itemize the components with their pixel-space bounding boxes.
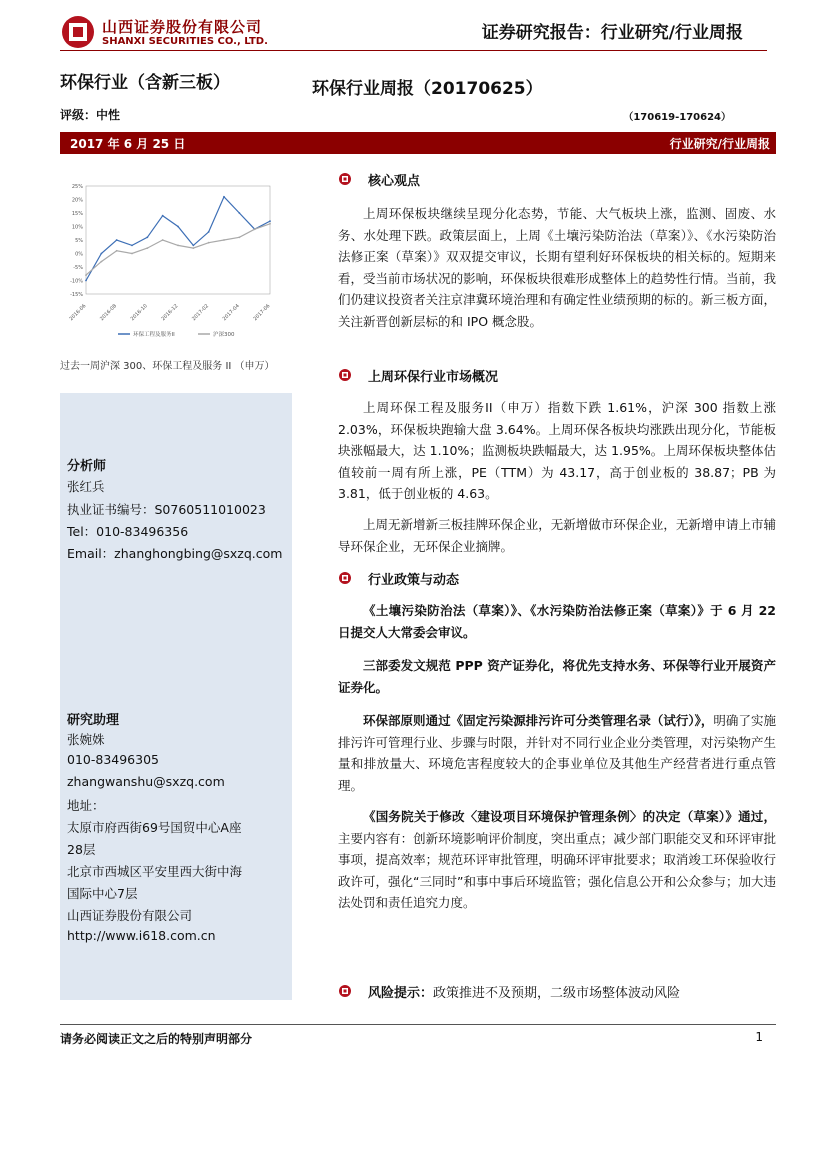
company-website[interactable]: http://www.i618.com.cn [67,928,216,943]
report-category: 行业研究/行业周报 [669,137,770,151]
y-tick-label: 25% [71,184,83,190]
company-name-en: SHANXI SECURITIES CO., LTD. [102,36,268,47]
data-point [192,245,194,247]
y-tick-label: 20% [71,197,83,204]
date-bar [60,132,776,154]
data-point [85,274,87,276]
series-line [86,197,270,281]
page-number: 1 [755,1030,763,1044]
x-tick-label: 2017-04 [221,303,241,323]
data-point [146,236,148,238]
policy-item-4-body: 主要内容有：创新环境影响评价制度，突出重点；减少部门职能交叉和环评审批事项，提高效率；规范环评审批管理，明确环评审批要求；取消竣工环保验收行政许可，强化“三同时”和事中事后环境监管；强化信息公开和公众参与；加大违法处罚和责任追究力度。 [338,830,776,910]
address-taiyuan-floor: 28层 [67,842,96,857]
address-taiyuan: 太原市府西街69号国贸中心A座 [67,820,242,835]
section-bullet-icon [338,368,352,382]
data-point [238,236,240,238]
company-name-cn: 山西证券股份有限公司 [102,18,263,36]
address-beijing-floor: 国际中心7层 [67,886,138,901]
policy-item-4 [338,806,776,914]
company-logo [60,14,280,54]
data-point [177,226,179,228]
assistant-email[interactable]: zhangwanshu@sxzq.com [67,774,225,789]
market-overview-title: 上周环保行业市场概况 [368,370,499,385]
analyst-email[interactable]: Email：zhanghongbing@sxzq.com [67,546,283,561]
address-label: 地址： [67,798,105,813]
report-period: （170619-170624） [623,112,731,123]
data-point [146,247,148,249]
policy-item-3-body: 明确了实施排污许可管理行业、步骤与时限，并针对不同行业企业分类管理，对污染物产生量和排放量大、环境危害程度较大的企事业单位及其他生产经营者进行重点管理。 [338,713,776,793]
assistant-heading: 研究助理 [67,713,120,728]
legend-label: 环保工程及服务II [133,332,175,338]
risk-label: 风险提示： [368,986,434,1001]
policy-item-3 [338,710,776,796]
data-point [269,223,271,225]
y-tick-label: 5% [75,238,83,244]
data-point [131,245,133,247]
data-point [85,280,87,282]
legend-label: 沪深300 [213,332,235,338]
data-point [162,215,164,217]
core-view-title: 核心观点 [368,174,421,189]
x-tick-label: 2017-02 [191,303,211,323]
data-point [223,239,225,241]
assistant-tel: 010-83496305 [67,752,159,767]
footer-disclaimer: 请务必阅读正文之后的特别声明部分 [60,1032,253,1046]
industry-title: 环保行业（含新三板） [60,73,230,93]
data-point [208,231,210,233]
rating: 评级：中性 [60,108,121,122]
y-tick-label: -5% [73,265,83,271]
x-tick-label: 2016-12 [160,303,180,323]
chart-caption: 过去一周沪深 300、环保工程及服务 II （申万） [60,361,275,372]
data-point [100,253,102,255]
section-bullet-icon [338,984,352,998]
section-bullet-icon [338,571,352,585]
y-tick-label: -15% [70,292,83,298]
risk-warning [368,982,680,1001]
data-point [177,245,179,247]
data-point [208,242,210,244]
x-tick-label: 2016-06 [68,303,88,323]
policy-item-1: 《土壤污染防治法（草案）》、《水污染防治法修正案（草案）》于 6 月 22 日提交人大常委会审议。 [338,603,776,640]
market-overview-text: 上周环保工程及服务II（申万）指数下跌 1.61%，沪深 300 指数上涨 2.03%，环保板块跑输大盘 3.64%。上周环保各板块均涨跌出现分化，节能板块涨幅最大，达 1.10%；监测板块跌幅最大，达 1.95%。上周环保板块整体估值较前一周有所上涨，PE（TTM）为 43.17，高于创业板的 38.87；PB 为 3.81，低于创业板的 4.63。 [338,400,776,501]
address-beijing: 北京市西城区平安里西大街中海 [67,864,243,879]
report-title: 环保行业周报（20170625） [312,79,543,99]
index-chart [60,176,278,346]
y-tick-label: 15% [71,211,83,217]
series-line [86,224,270,275]
analyst-sidebar [60,393,292,1000]
data-point [223,196,225,198]
core-view-text: 上周环保板块继续呈现分化态势，节能、大气板块上涨，监测、固废、水务、水处理下跌。政策层面上，上周《土壤污染防治法（草案）》、《水污染防治法修正案（草案）》双双提交审议，长期有望利好环保板块的相关标的。短期来看，受当前市场状况的影响，环保板块很难形成整体上的趋势性行情。当前，我们仍建议投资者关注京津冀环境治理和有确定性业绩预期的标的。新三板方面，关注新晋创新层标的和 IPO 概念股。 [338,206,776,329]
assistant-name: 张婉姝 [67,732,105,747]
analyst-name: 张红兵 [67,479,105,494]
data-point [238,212,240,214]
plot-frame [86,186,270,294]
data-point [116,239,118,241]
x-tick-label: 2016-10 [129,303,149,323]
report-type-header: 证券研究报告：行业研究/行业周报 [481,23,743,43]
data-point [192,247,194,249]
section-bullet-icon [338,172,352,186]
policy-item-3-headline: 环保部原则通过《固定污染源排污许可分类管理名录（试行）》， [363,713,714,728]
data-point [131,253,133,255]
y-tick-label: -10% [70,278,83,285]
analyst-tel: Tel：010-83496356 [67,524,189,539]
x-tick-label: 2017-06 [252,303,272,323]
header-divider [60,50,767,51]
data-point [100,261,102,263]
policy-item-4-headline: 《国务院关于修改〈建设项目环境保护管理条例〉的决定（草案）》通过， [363,809,776,824]
y-tick-label: 10% [71,224,83,231]
company-name: 山西证券股份有限公司 [67,908,193,923]
footer-divider [60,1024,776,1025]
y-tick-label: 0% [75,251,83,258]
risk-text: 政策推进不及预期，二级市场整体波动风险 [433,986,681,1001]
x-tick-label: 2016-08 [99,303,119,323]
analyst-heading: 分析师 [67,459,107,474]
logo-mark-icon [60,14,96,50]
report-date: 2017 年 6 月 25 日 [70,137,186,151]
new-otc-text: 上周无新增新三板挂牌环保企业，无新增做市环保企业，无新增申请上市辅导环保企业，无环保企业摘牌。 [338,517,776,554]
data-point [116,250,118,252]
data-point [269,220,271,222]
data-point [254,228,256,230]
policy-item-2: 三部委发文规范 PPP 资产证券化，将优先支持水务、环保等行业开展资产证券化。 [338,658,776,695]
analyst-cert: 执业证书编号：S0760511010023 [67,502,266,517]
data-point [162,239,164,241]
policy-title: 行业政策与动态 [368,573,460,588]
section-risk [338,982,778,1002]
